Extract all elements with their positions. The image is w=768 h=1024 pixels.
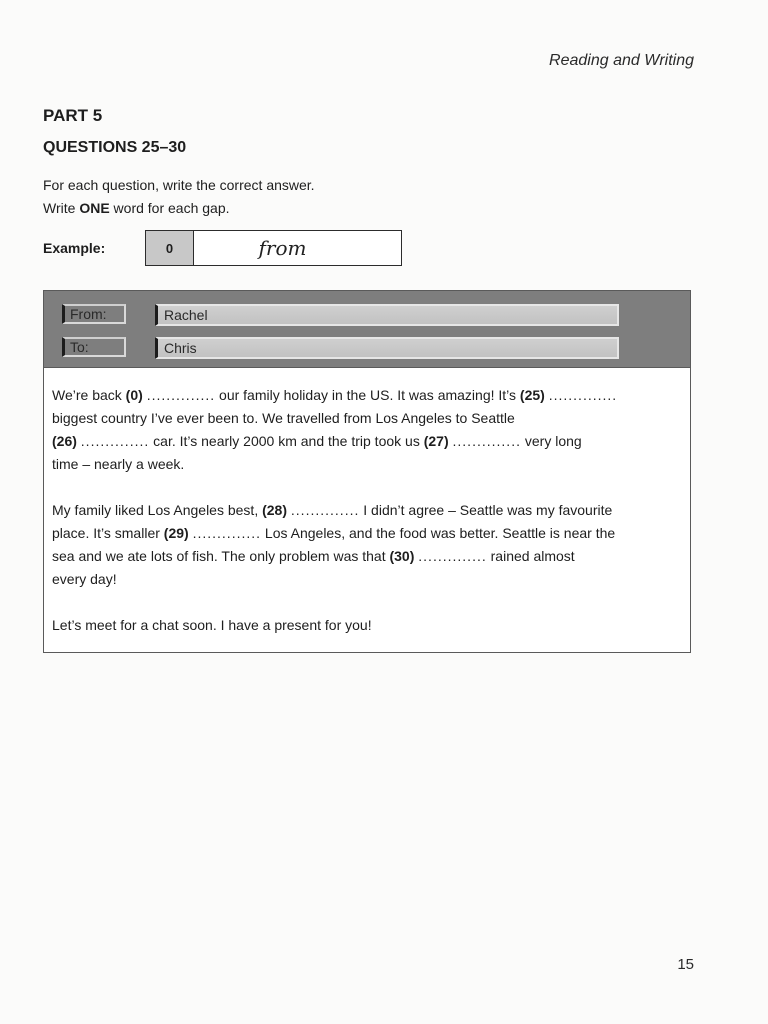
question-marker: (30) (389, 548, 415, 564)
text-run: I didn’t agree – Seattle was my favourite (359, 502, 613, 518)
answer-gap: .............. (418, 548, 487, 564)
example-answer-box (145, 230, 402, 266)
example-answer: from (258, 236, 307, 260)
from-field: Rachel (155, 304, 619, 326)
email-paragraph-3: Let’s meet for a chat soon. I have a present for you! (52, 617, 372, 633)
text-run: We’re back (52, 387, 126, 403)
answer-gap: .............. (548, 387, 618, 403)
from-label: From: (62, 304, 126, 324)
page-number: 15 (677, 956, 694, 973)
question-marker: (0) (125, 387, 143, 403)
text-run: Los Angeles, and the food was better. Seattle is near the (261, 525, 616, 541)
running-head: Reading and Writing (549, 52, 694, 69)
instructions (43, 174, 315, 220)
answer-gap: .............. (192, 525, 262, 541)
text-run: biggest country I’ve ever been to. We travelled from Los Angeles to Seattle (52, 410, 515, 426)
question-marker: (25) (519, 387, 545, 403)
question-marker: (27) (423, 433, 449, 449)
part-title: PART 5 (43, 106, 103, 125)
text-run: car. It’s nearly 2000 km and the trip took us (149, 433, 424, 449)
text-run: very long (520, 433, 582, 449)
question-marker: (26) (52, 433, 77, 449)
question-marker: (28) (262, 502, 288, 518)
email-paragraph-1 (52, 384, 682, 476)
instruction-line-1: For each question, write the correct answer. (43, 177, 315, 193)
instruction-emphasis: ONE (79, 200, 110, 216)
example-number: 0 (146, 231, 194, 265)
text-run: sea and we ate lots of fish. The only problem was that (52, 548, 390, 564)
text-run: every day! (52, 571, 117, 587)
question-marker: (29) (163, 525, 189, 541)
to-label: To: (62, 337, 126, 357)
questions-title: QUESTIONS 25–30 (43, 139, 187, 156)
instruction-text: word for each gap. (109, 200, 230, 216)
answer-gap: .............. (146, 387, 216, 403)
email-panel (43, 290, 691, 653)
text-run: rained almost (486, 548, 575, 564)
text-run: My family liked Los Angeles best, (52, 502, 263, 518)
email-header (44, 291, 690, 368)
text-run: our family holiday in the US. It was amazing! It’s (215, 387, 520, 403)
instruction-text: Write (43, 200, 80, 216)
email-body (44, 368, 690, 637)
text-run: time – nearly a week. (52, 456, 185, 472)
answer-gap: .............. (80, 433, 150, 449)
text-run: place. It’s smaller (52, 525, 164, 541)
answer-gap: .............. (452, 433, 521, 449)
instruction-line-2 (43, 197, 315, 220)
answer-gap: .............. (290, 502, 360, 518)
example-label: Example: (43, 240, 106, 256)
email-paragraph-2 (52, 499, 682, 591)
to-field: Chris (155, 337, 619, 359)
